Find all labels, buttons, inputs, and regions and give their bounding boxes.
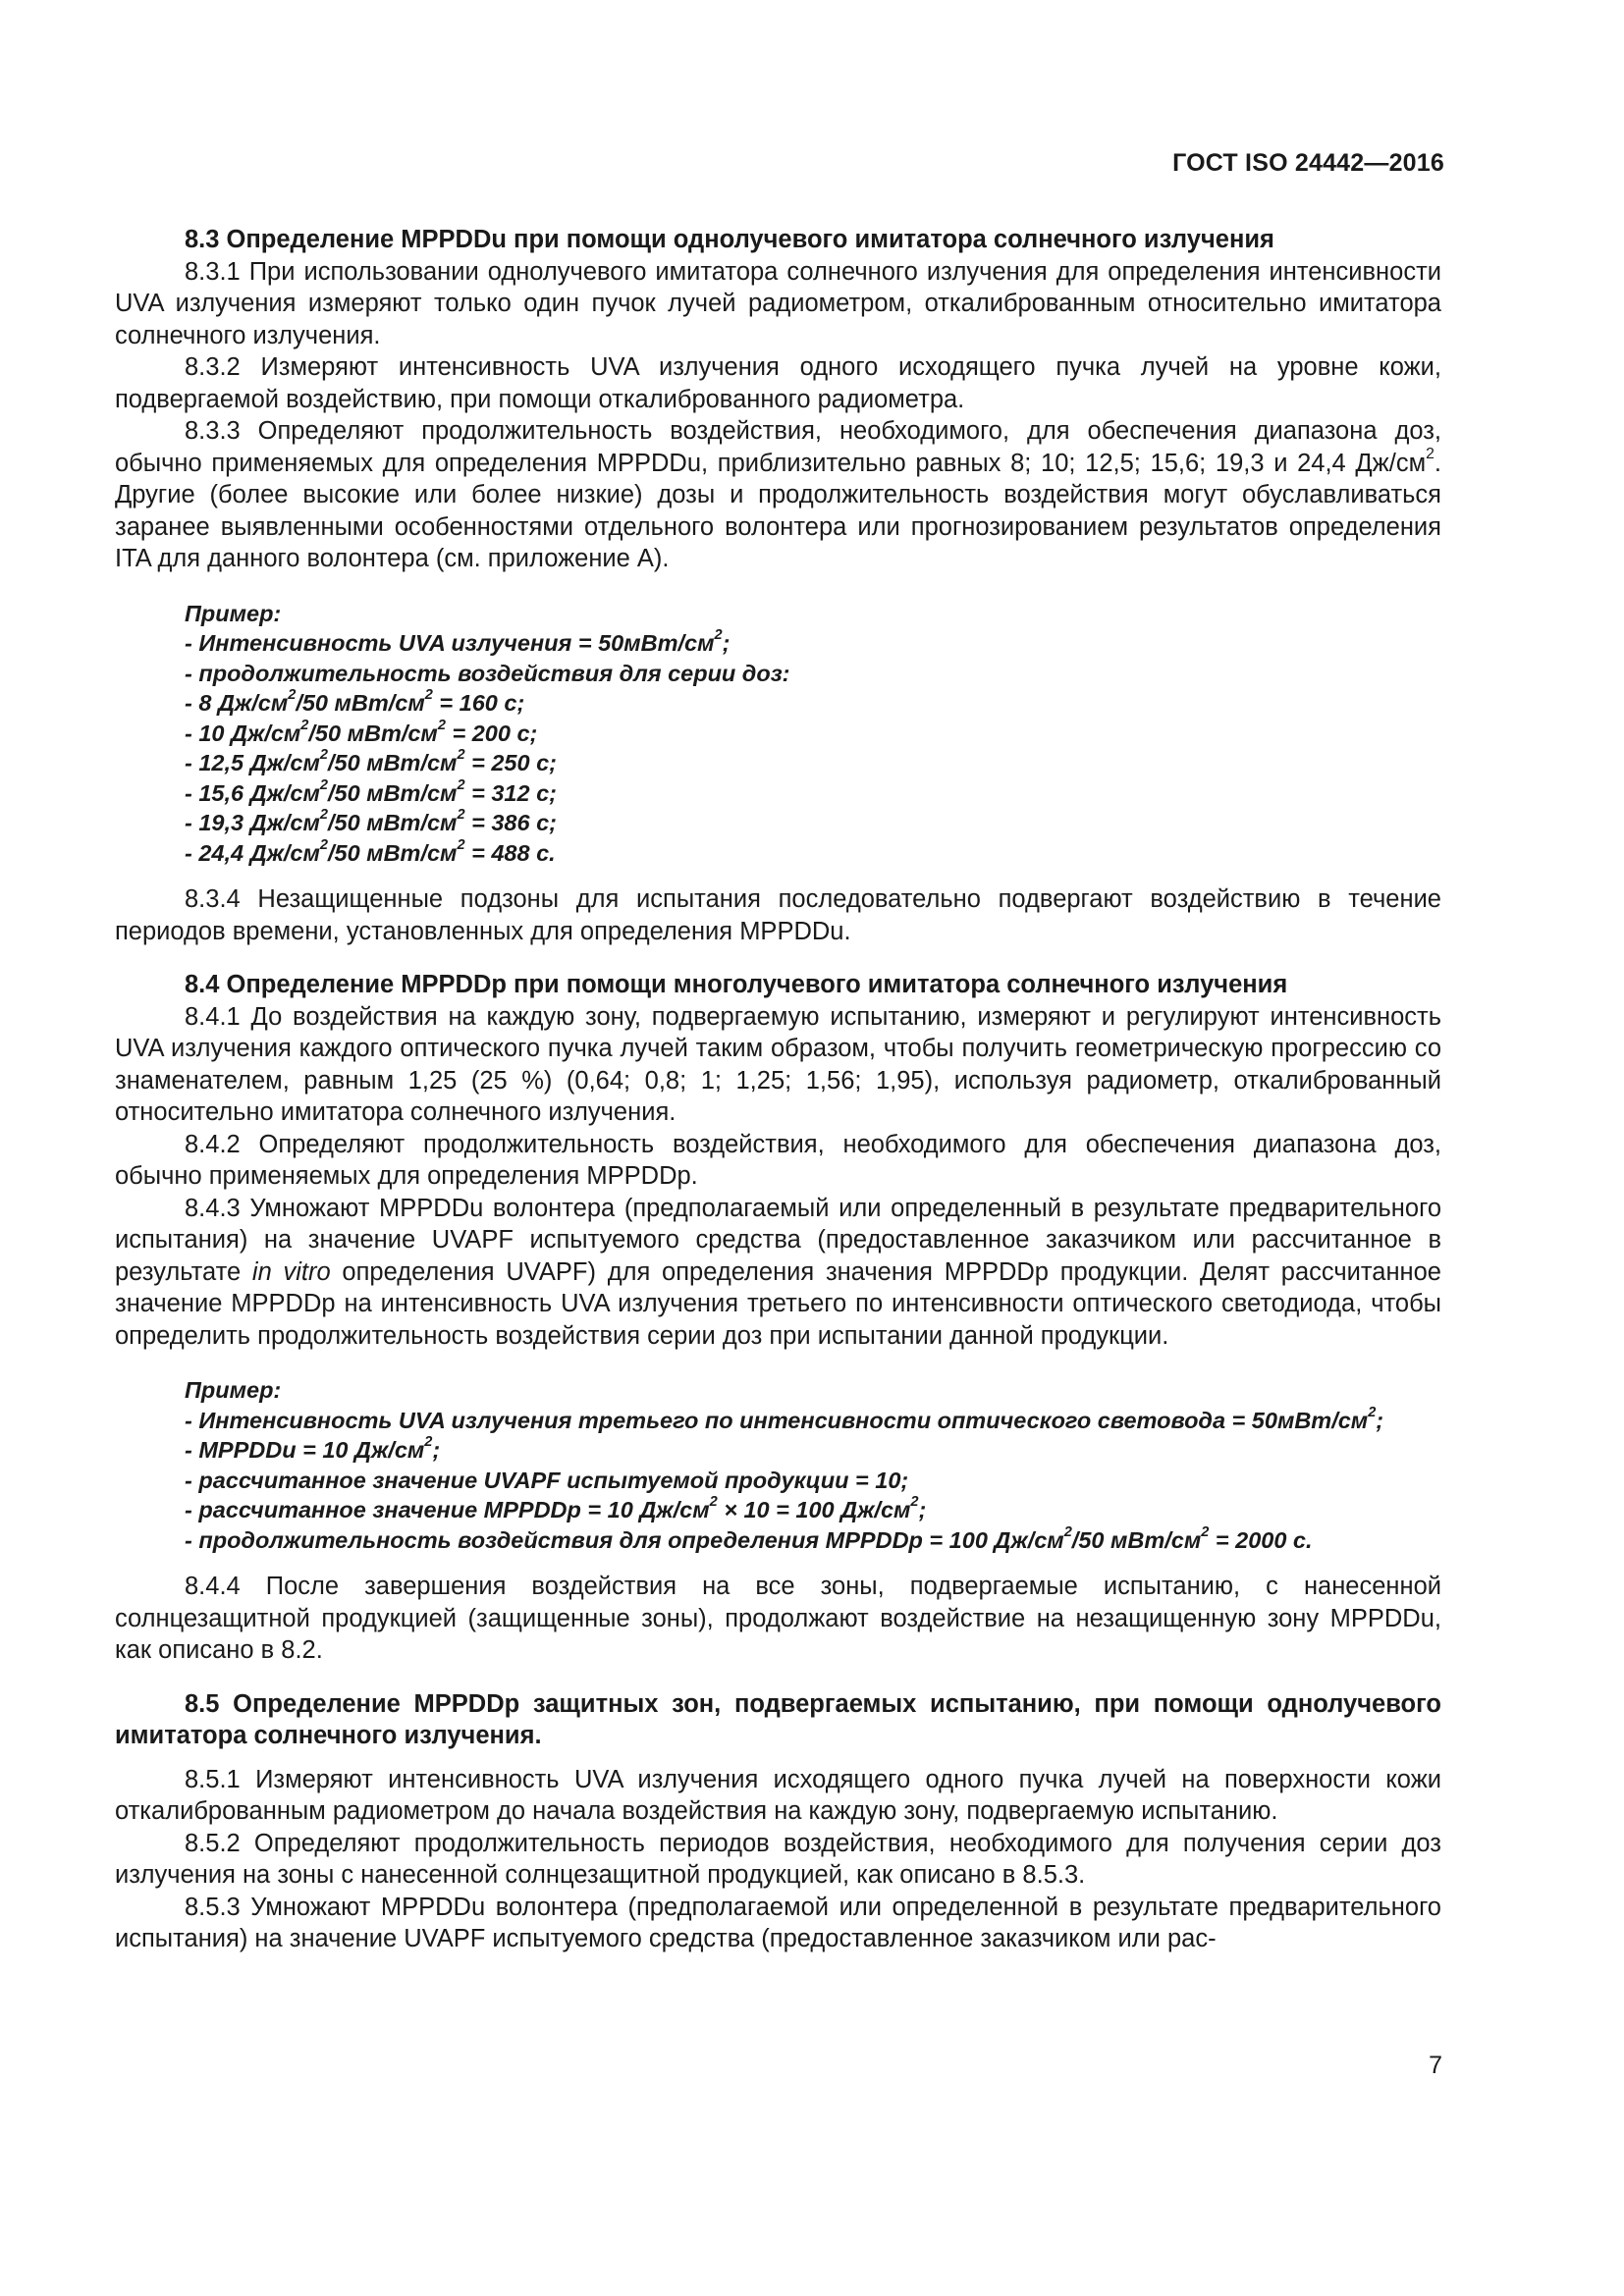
example-line: - MPPDDu = 10 $Дж/см^2$; <box>185 1434 441 1463</box>
paragraph-8-4-4: 8.4.4 После завершения воздействия на все зоны, подвергаемые испытанию, с нанесенной солнцезащитной продукцией (защищенные зоны), продолжают воздействие на незащищенную зону MPPDDu, как описано в 8.2. <box>115 1573 1441 1664</box>
page-number: 7 <box>1429 2052 1442 2079</box>
document-body <box>115 224 1441 1955</box>
section-heading-8-3: 8.3 Определение MPPDDu при помощи однолучевого имитатора солнечного излучения <box>185 226 1274 253</box>
paragraph-8-3-4: 8.3.4 Незащищенные подзоны для испытания последовательно подвергают воздействию в течение периодов времени, установленных для определения MPPDDu. <box>115 885 1441 945</box>
paragraph-8-3-3: 8.3.3 Определяют продолжительность воздействия, необходимого, для обеспечения диапазона доз, обычно применяемых для определения MPPDDu, приблизительно равных 8; 10; 12,5; 15,6; 19,3 и 24,4 $Дж/см^2$. Другие (более высокие или более низкие) дозы и продолжительность воздействия могут обуславливаться заранее выявленными особенностями отдельного волонтера или прогнозированием результатов определения ITA для данного волонтера (см. приложение А). <box>115 417 1441 572</box>
example-block-8-4 <box>185 1375 1441 1555</box>
example-title: Пример: <box>185 1377 282 1403</box>
paragraph-8-5-3: 8.5.3 Умножают MPPDDu волонтера (предполагаемой или определенной в результате предварительного испытания) на значение UVAPF испытуемого средства (предоставленное заказчиком или рас- <box>115 1893 1441 1952</box>
paragraph-8-4-2: 8.4.2 Определяют продолжительность воздействия, необходимого для обеспечения диапазона доз, обычно применяемых для определения MPPDDp. <box>115 1130 1441 1190</box>
paragraph-8-3-1: 8.3.1 При использовании однолучевого имитатора солнечного излучения для определения интенсивности UVA излучения измеряют только один пучок лучей радиометром, откалиброванным относительно имитатора солнечного излучения. <box>115 257 1441 349</box>
example-line: - рассчитанное значение MPPDDp = 10 $Дж/см^2 \times 10 = 100$ $Дж/см^2$; <box>185 1494 927 1522</box>
example-line: - 19,3 $Дж/см^2/50$ мВт/$см^2 = 386$ с; <box>185 807 557 835</box>
example-line: - Интенсивность UVA излучения третьего по интенсивности оптического световода = $50мВт/см^2$; <box>185 1404 1384 1433</box>
paragraph-8-3-2: 8.3.2 Измеряют интенсивность UVA излучения одного исходящего пучка лучей на уровне кожи, подвергаемой воздействию, при помощи откалиброванного радиометра. <box>115 353 1441 413</box>
example-line: - 10 $Дж/см^2/50$ мВт/$см^2 = 200$ с; <box>185 717 538 746</box>
example-line: - рассчитанное значение UVAPF испытуемой продукции = 10; <box>185 1467 909 1493</box>
paragraph-8-5-1: 8.5.1 Измеряют интенсивность UVA излучения исходящего одного пучка лучей на поверхности кожи откалиброванным радиометром до начала воздействия на каждую зону, подвергаемую испытанию. <box>115 1765 1441 1825</box>
example-line: - Интенсивность UVA излучения = $50мВт/см^2$; <box>185 627 731 656</box>
section-heading-8-5: 8.5 Определение MPPDDp защитных зон, подвергаемых испытанию, при помощи однолучевого имитатора солнечного излучения. <box>115 1689 1441 1749</box>
paragraph-8-4-3: 8.4.3 Умножают MPPDDu волонтера (предполагаемый или определенный в результате предварительного испытания) на значение UVAPF испытуемого средства (предоставленное заказчиком или рассчитанное в результате in vitro определения UVAPF) для определения значения MPPDDp продукции. Делят рассчитанное значение MPPDDp на интенсивность UVA излучения третьего по интенсивности оптического светодиода, чтобы определить продолжительность воздействия серии доз при испытании данной продукции. <box>115 1194 1441 1350</box>
example-title: Пример: <box>185 600 282 626</box>
paragraph-8-5-2: 8.5.2 Определяют продолжительность периодов воздействия, необходимого для получения серии доз излучения на зоны с нанесенной солнцезащитной продукцией, как описано в 8.5.3. <box>115 1829 1441 1889</box>
section-heading-8-4: 8.4 Определение MPPDDp при помощи многолучевого имитатора солнечного излучения <box>185 971 1288 998</box>
example-line: - 24,4 $Дж/см^2/50$ мВт/$см^2 = 488$ с. <box>185 836 556 866</box>
paragraph-8-4-1: 8.4.1 До воздействия на каждую зону, подвергаемую испытанию, измеряют и регулируют интенсивность UVA излучения каждого оптического пучка лучей таким образом, чтобы получить геометрическую прогрессию со знаменателем, равным 1,25 (25 %) (0,64; 0,8; 1; 1,25; 1,56; 1,95), используя радиометр, откалиброванный относительно имитатора солнечного излучения. <box>115 1002 1441 1126</box>
example-line: - 15,6 $Дж/см^2/50$ мВт/$см^2 = 312$ с; <box>185 776 557 806</box>
example-line: - продолжительность воздействия для определения MPPDDp = 100 $Дж/см^2/50$ мВт/$см^2 = 2000$ с. <box>185 1523 1313 1553</box>
example-line: - 8 $Дж/см^2/50$ мВт/$см^2 = 160$ с; <box>185 687 525 716</box>
example-line: - 12,5 $Дж/см^2/50$ мВт/$см^2 = 250$ с; <box>185 747 557 775</box>
example-line: - продолжительность воздействия для серии доз: <box>185 660 790 686</box>
standard-designation: ГОСТ ISO 24442—2016 <box>1172 149 1444 177</box>
example-block-8-3 <box>185 599 1441 869</box>
